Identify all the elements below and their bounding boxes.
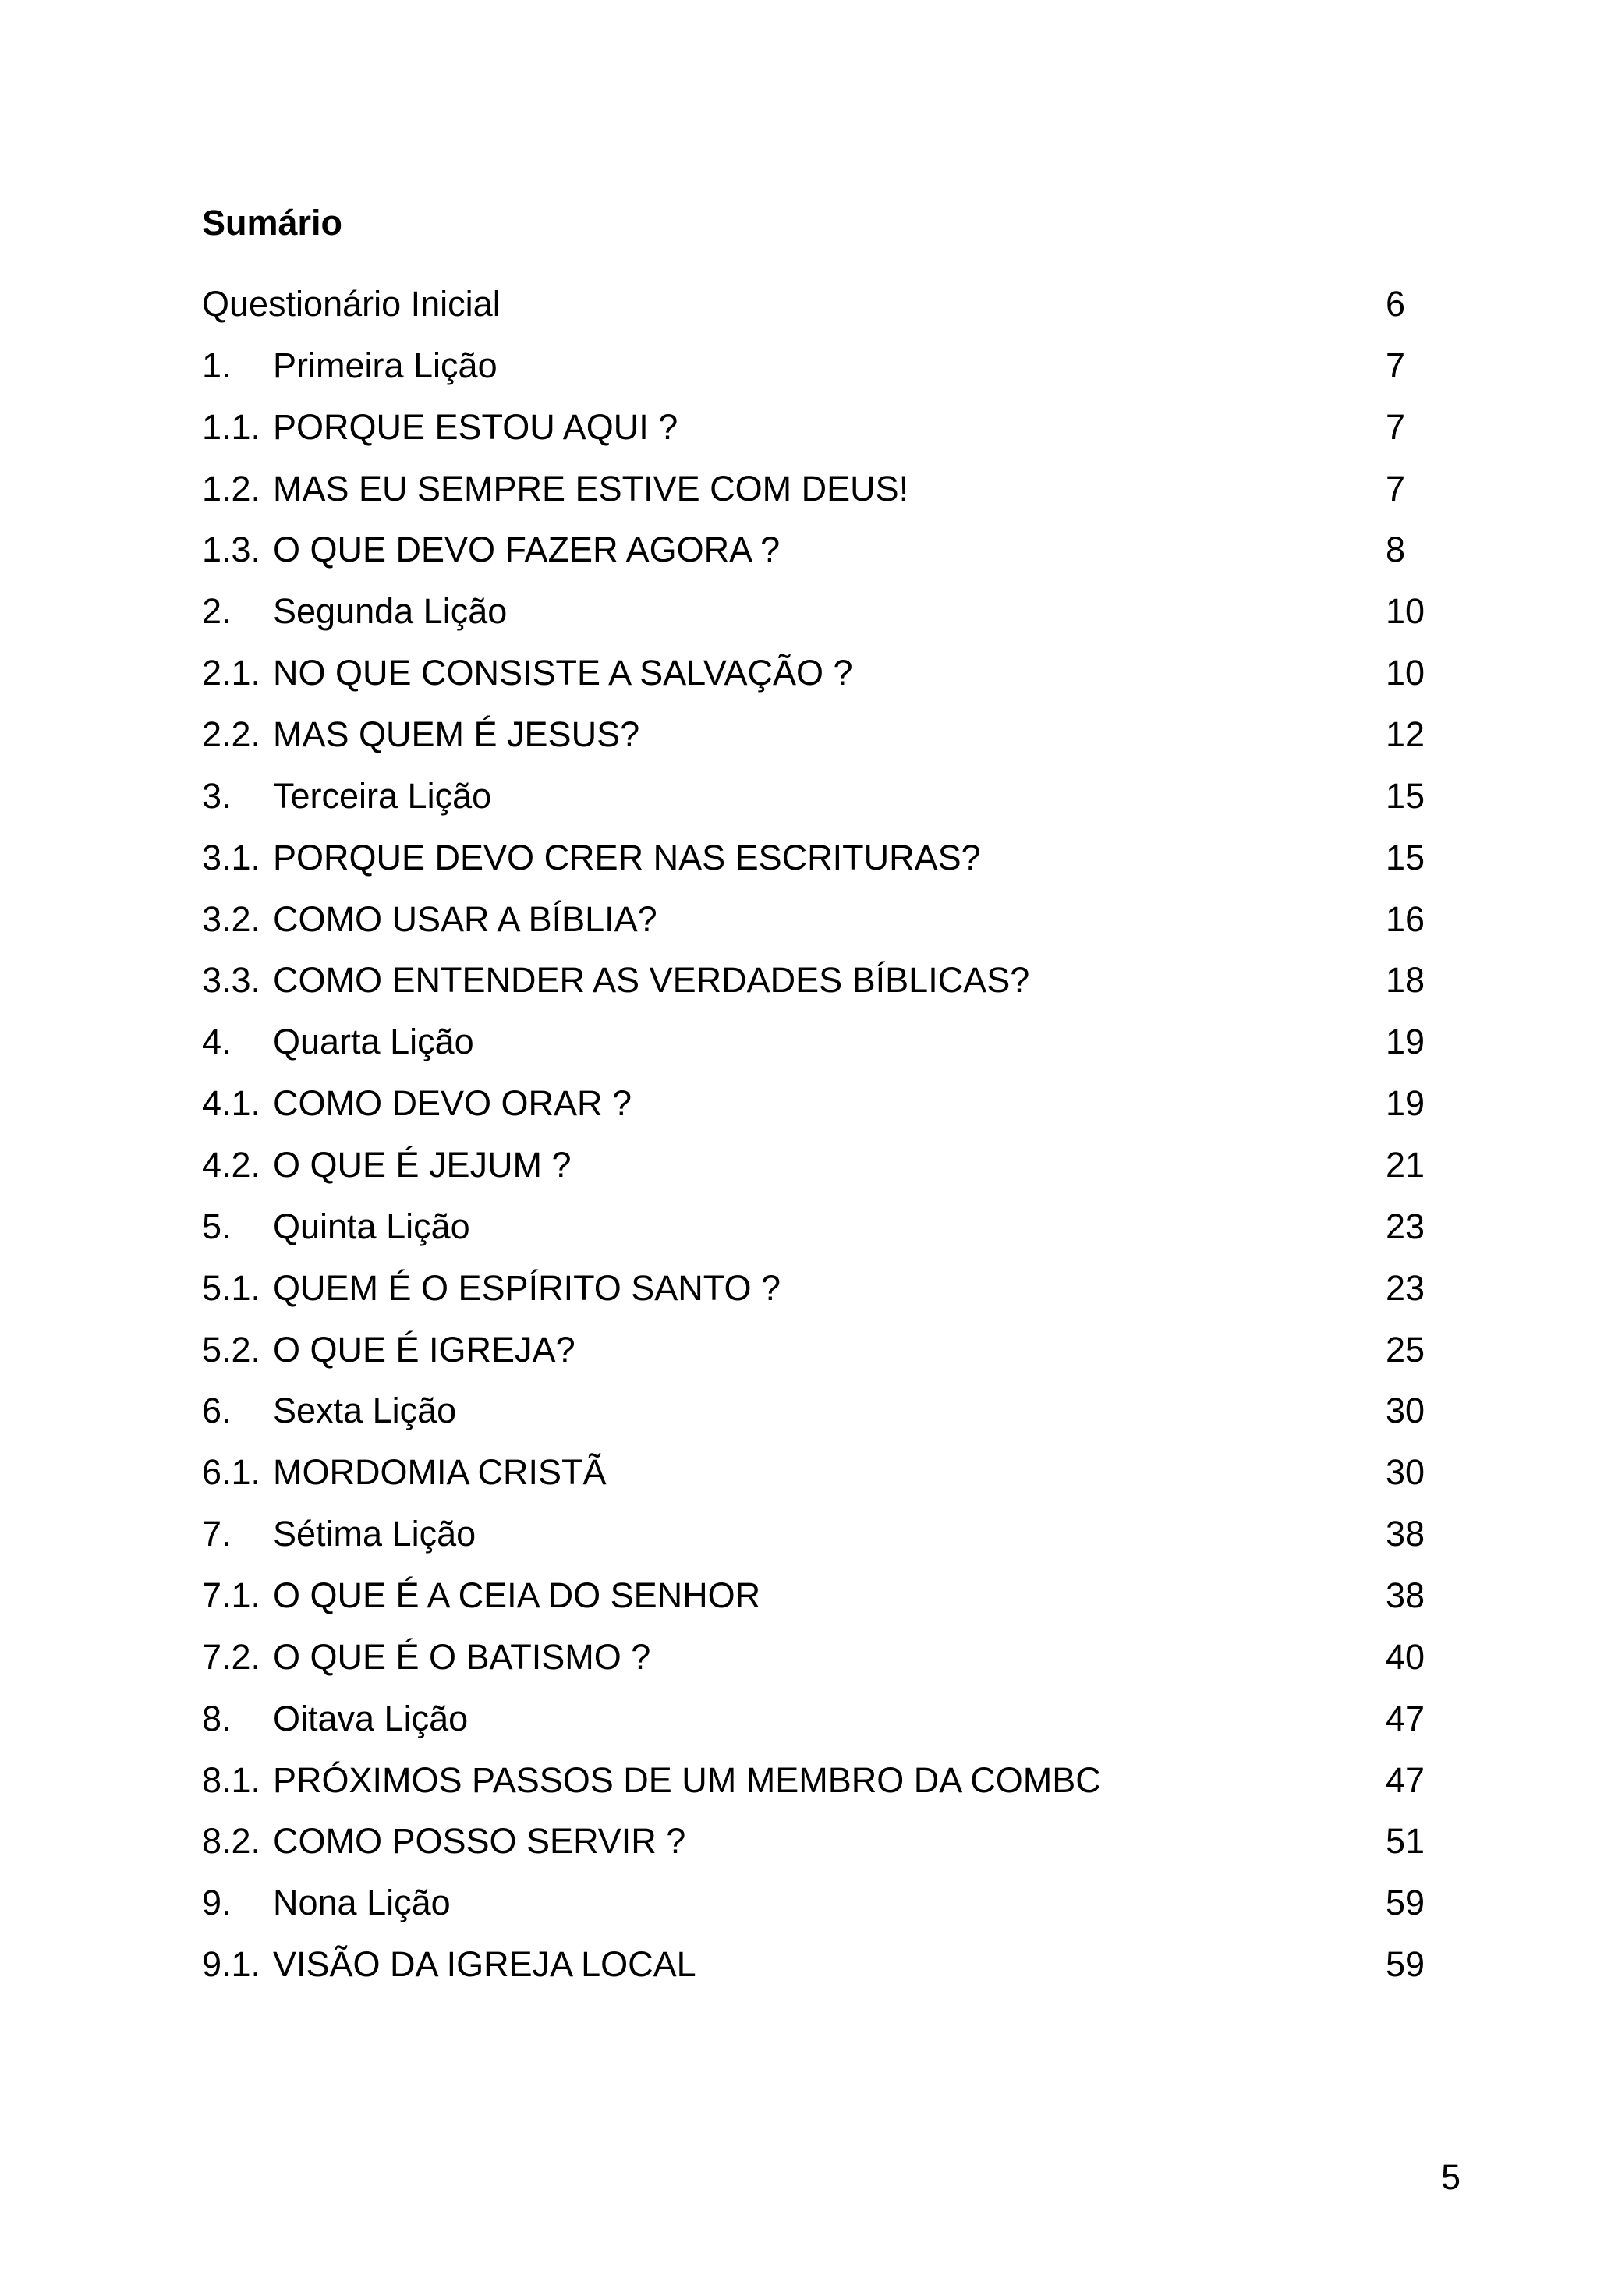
toc-entry-title: PORQUE ESTOU AQUI ?: [273, 406, 678, 447]
toc-entry-title: Quarta Lição: [273, 1022, 474, 1062]
toc-entry-number: 1.2.: [202, 468, 261, 508]
toc-entry-title: QUEM É O ESPÍRITO SANTO ?: [273, 1267, 781, 1308]
toc-entry-title: MORDOMIA CRISTÃ: [273, 1452, 607, 1493]
table-of-contents: [202, 279, 1434, 2001]
toc-entry-title: Quinta Lição: [273, 1206, 470, 1246]
toc-entry-number: 8.1.: [202, 1759, 261, 1800]
toc-entry-page: 18: [1386, 960, 1425, 1001]
toc-entry[interactable]: [202, 1878, 1434, 1940]
toc-entry-number: 1.1.: [202, 406, 261, 447]
toc-entry-page: 19: [1386, 1083, 1425, 1124]
toc-entry-title: Terceira Lição: [273, 775, 492, 816]
toc-entry-page: 19: [1386, 1022, 1425, 1062]
toc-entry-number: 6.: [202, 1391, 232, 1431]
toc-entry[interactable]: [202, 464, 1434, 526]
toc-entry-number: 8.2.: [202, 1821, 261, 1862]
toc-entry-page: 40: [1386, 1636, 1425, 1677]
toc-entry[interactable]: [202, 1079, 1434, 1140]
toc-entry-page: 23: [1386, 1267, 1425, 1308]
toc-entry-page: 10: [1386, 591, 1425, 632]
toc-entry[interactable]: [202, 1816, 1434, 1878]
toc-entry-page: 23: [1386, 1206, 1425, 1246]
toc-entry-page: 30: [1386, 1391, 1425, 1431]
toc-entry-title: MAS EU SEMPRE ESTIVE COM DEUS!: [273, 468, 909, 508]
toc-entry-number: 5.2.: [202, 1329, 261, 1369]
toc-entry[interactable]: [202, 1447, 1434, 1509]
toc-entry-title: COMO ENTENDER AS VERDADES BÍBLICAS?: [273, 960, 1030, 1001]
toc-entry-page: 15: [1386, 837, 1425, 877]
toc-entry-page: 59: [1386, 1883, 1425, 1923]
toc-entry[interactable]: [202, 1509, 1434, 1571]
toc-entry-title: O QUE DEVO FAZER AGORA ?: [273, 530, 781, 570]
toc-entry[interactable]: [202, 833, 1434, 895]
toc-entry-number: 5.: [202, 1206, 232, 1246]
toc-entry-number: 1.: [202, 345, 232, 385]
toc-entry[interactable]: [202, 586, 1434, 648]
toc-entry[interactable]: [202, 1325, 1434, 1387]
toc-entry-page: 16: [1386, 898, 1425, 939]
toc-entry-page: 12: [1386, 714, 1425, 755]
toc-entry-title: Oitava Lição: [273, 1698, 469, 1738]
toc-entry[interactable]: [202, 1632, 1434, 1694]
toc-entry[interactable]: [202, 279, 1434, 341]
toc-entry-title: Primeira Lição: [273, 345, 498, 385]
toc-entry-number: 4.2.: [202, 1145, 261, 1185]
toc-entry-page: 6: [1386, 284, 1406, 324]
toc-entry[interactable]: [202, 1940, 1434, 2001]
toc-entry-page: 59: [1386, 1944, 1425, 1985]
toc-entry-number: 8.: [202, 1698, 232, 1738]
page-number: 5: [1441, 2157, 1461, 2197]
toc-entry-number: 2.2.: [202, 714, 261, 755]
toc-entry[interactable]: [202, 1694, 1434, 1756]
toc-entry-page: 8: [1386, 530, 1406, 570]
toc-entry-title: O QUE É O BATISMO ?: [273, 1636, 651, 1677]
toc-entry[interactable]: [202, 1386, 1434, 1447]
toc-entry-page: 38: [1386, 1575, 1425, 1616]
toc-entry-number: 3.: [202, 775, 232, 816]
toc-entry-title: O QUE É A CEIA DO SENHOR: [273, 1575, 761, 1616]
toc-entry-number: 7.1.: [202, 1575, 261, 1616]
toc-entry-title: VISÃO DA IGREJA LOCAL: [273, 1944, 696, 1985]
toc-entry-page: 7: [1386, 406, 1406, 447]
toc-entry[interactable]: [202, 1263, 1434, 1325]
toc-entry-number: 7.2.: [202, 1636, 261, 1677]
toc-entry[interactable]: [202, 710, 1434, 771]
toc-entry[interactable]: [202, 1140, 1434, 1202]
toc-entry[interactable]: [202, 1017, 1434, 1079]
toc-entry-number: 9.: [202, 1883, 232, 1923]
toc-entry-page: 51: [1386, 1821, 1425, 1862]
toc-entry-number: 5.1.: [202, 1267, 261, 1308]
toc-entry[interactable]: [202, 1756, 1434, 1817]
toc-entry-page: 38: [1386, 1514, 1425, 1554]
toc-entry-title: PORQUE DEVO CRER NAS ESCRITURAS?: [273, 837, 981, 877]
toc-entry-number: 3.1.: [202, 837, 261, 877]
toc-entry-page: 7: [1386, 345, 1406, 385]
toc-entry-title: COMO POSSO SERVIR ?: [273, 1821, 686, 1862]
toc-entry[interactable]: [202, 525, 1434, 586]
toc-entry-page: 25: [1386, 1329, 1425, 1369]
toc-entry-title: COMO USAR A BÍBLIA?: [273, 898, 657, 939]
toc-entry-number: 1.3.: [202, 530, 261, 570]
toc-entry-number: 9.1.: [202, 1944, 261, 1985]
toc-entry[interactable]: [202, 1571, 1434, 1632]
toc-title: Sumário: [202, 203, 343, 243]
toc-entry[interactable]: [202, 341, 1434, 402]
toc-entry-number: 4.: [202, 1022, 232, 1062]
toc-entry-number: 3.2.: [202, 898, 261, 939]
toc-entry-page: 7: [1386, 468, 1406, 508]
toc-entry-title: O QUE É IGREJA?: [273, 1329, 575, 1369]
toc-entry[interactable]: [202, 1202, 1434, 1263]
toc-entry-title: Sexta Lição: [273, 1391, 457, 1431]
toc-entry-number: 7.: [202, 1514, 232, 1554]
toc-entry-title: Nona Lição: [273, 1883, 451, 1923]
toc-entry-page: 47: [1386, 1698, 1425, 1738]
toc-entry-title: Segunda Lição: [273, 591, 508, 632]
toc-entry[interactable]: [202, 895, 1434, 956]
toc-entry[interactable]: [202, 955, 1434, 1017]
toc-entry-title: NO QUE CONSISTE A SALVAÇÃO ?: [273, 653, 853, 693]
toc-entry-title: O QUE É JEJUM ?: [273, 1145, 572, 1185]
toc-entry-title: MAS QUEM É JESUS?: [273, 714, 640, 755]
toc-entry-page: 30: [1386, 1452, 1425, 1493]
toc-entry-page: 21: [1386, 1145, 1425, 1185]
toc-entry-title: Questionário Inicial: [202, 284, 501, 324]
toc-entry-page: 10: [1386, 653, 1425, 693]
toc-entry-title: PRÓXIMOS PASSOS DE UM MEMBRO DA COMBC: [273, 1759, 1101, 1800]
toc-entry-number: 2.: [202, 591, 232, 632]
toc-entry-number: 4.1.: [202, 1083, 261, 1124]
toc-entry-title: Sétima Lição: [273, 1514, 476, 1554]
toc-entry-title: COMO DEVO ORAR ?: [273, 1083, 632, 1124]
toc-entry[interactable]: [202, 771, 1434, 833]
toc-entry-number: 3.3.: [202, 960, 261, 1001]
toc-entry-number: 2.1.: [202, 653, 261, 693]
toc-entry-page: 47: [1386, 1759, 1425, 1800]
toc-entry-page: 15: [1386, 775, 1425, 816]
toc-entry[interactable]: [202, 402, 1434, 464]
toc-entry-number: 6.1.: [202, 1452, 261, 1493]
toc-entry[interactable]: [202, 648, 1434, 710]
